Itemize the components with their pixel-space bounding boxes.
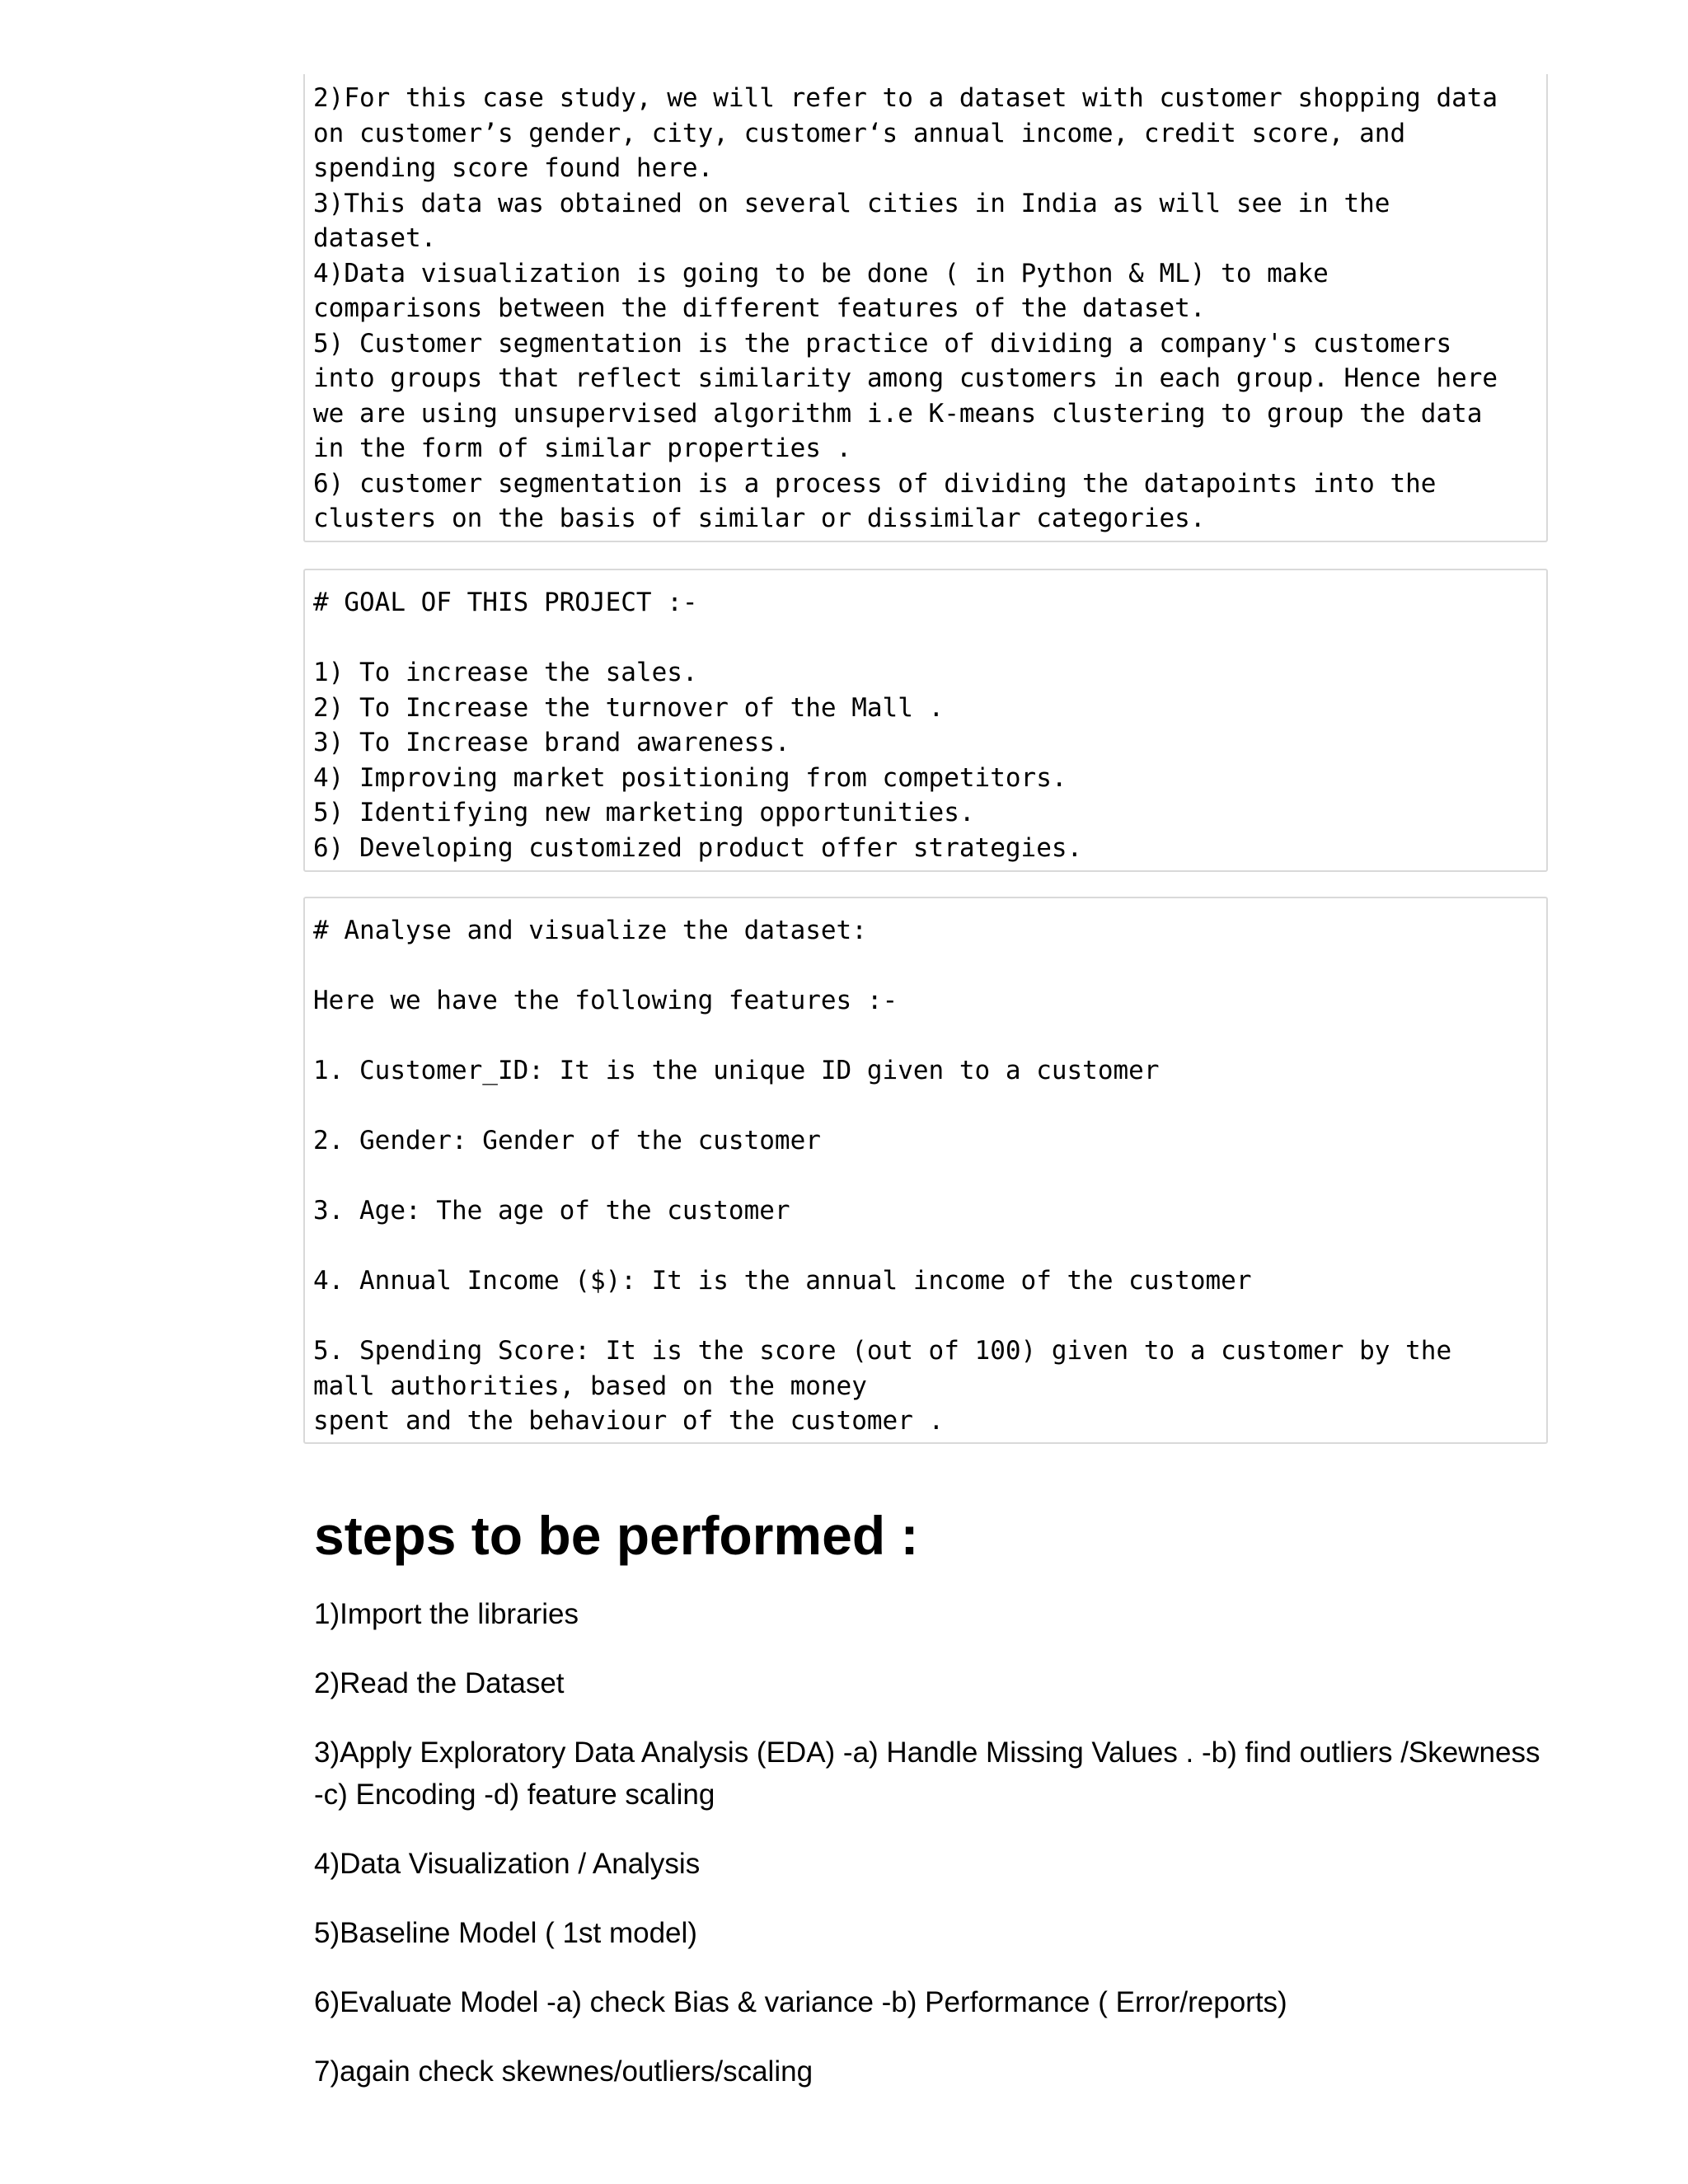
step-item: 7)again check skewnes/outliers/scaling (314, 2055, 814, 2088)
step-item: 4)Data Visualization / Analysis (314, 1848, 701, 1880)
steps-heading: steps to be performed : (314, 1505, 919, 1566)
markdown-cell-goal[interactable] (303, 569, 1548, 872)
step-item: 1)Import the libraries (314, 1598, 579, 1630)
analyse-text: # Analyse and visualize the dataset: Here we have the following features :- 1. Customer_ID: It is the unique ID given to a customer 2. Gender: Gender of the customer 3. Age: The age of the customer 4. Annual Income ($): It is the annual income of the customer 5. Spending Score: It is the score (out of 100) given to a customer by the mall authorities, based on the money spent and the behaviour of the customer . (313, 916, 1452, 1436)
markdown-cell-intro[interactable] (303, 74, 1548, 542)
step-item: 5)Baseline Model ( 1st model) (314, 1917, 697, 1949)
goal-text: # GOAL OF THIS PROJECT :- 1) To increase the sales. 2) To Increase the turnover of the Mall . 3) To Increase brand awareness. 4) Improving market positioning from competitors. 5) Identifying new marketing opportunities. 6) Developing customized product offer strategies. (313, 588, 1083, 863)
markdown-cell-analyse[interactable] (303, 897, 1548, 1444)
step-item: 6)Evaluate Model -a) check Bias & variance -b) Performance ( Error/reports) (314, 1986, 1287, 2018)
intro-text: 2)For this case study, we will refer to a dataset with customer shopping data on customer’s gender, city, customer‘s annual income, credit score, and spending score found here. 3)This data was obtained on several cities in India as will see in the dataset. 4)Data visualization is going to be done ( in Python & ML) to make comparisons between the different features of the dataset. 5) Customer segmentation is the practice of dividing a company's customers into groups that reflect similarity among customers in each group. Hence here we are using unsupervised algorithm i.e K-means clustering to group the data in the form of similar properties . 6) customer segmentation is a process of dividing the datapoints into the clusters on the basis of similar or dissimilar categories. (313, 83, 1498, 533)
steps-section (314, 1496, 1550, 2120)
step-item: 3)Apply Exploratory Data Analysis (EDA) -a) Handle Missing Values . -b) find outliers /Skewness -c) Encoding -d) feature scaling (314, 1736, 1540, 1811)
step-item: 2)Read the Dataset (314, 1667, 565, 1699)
